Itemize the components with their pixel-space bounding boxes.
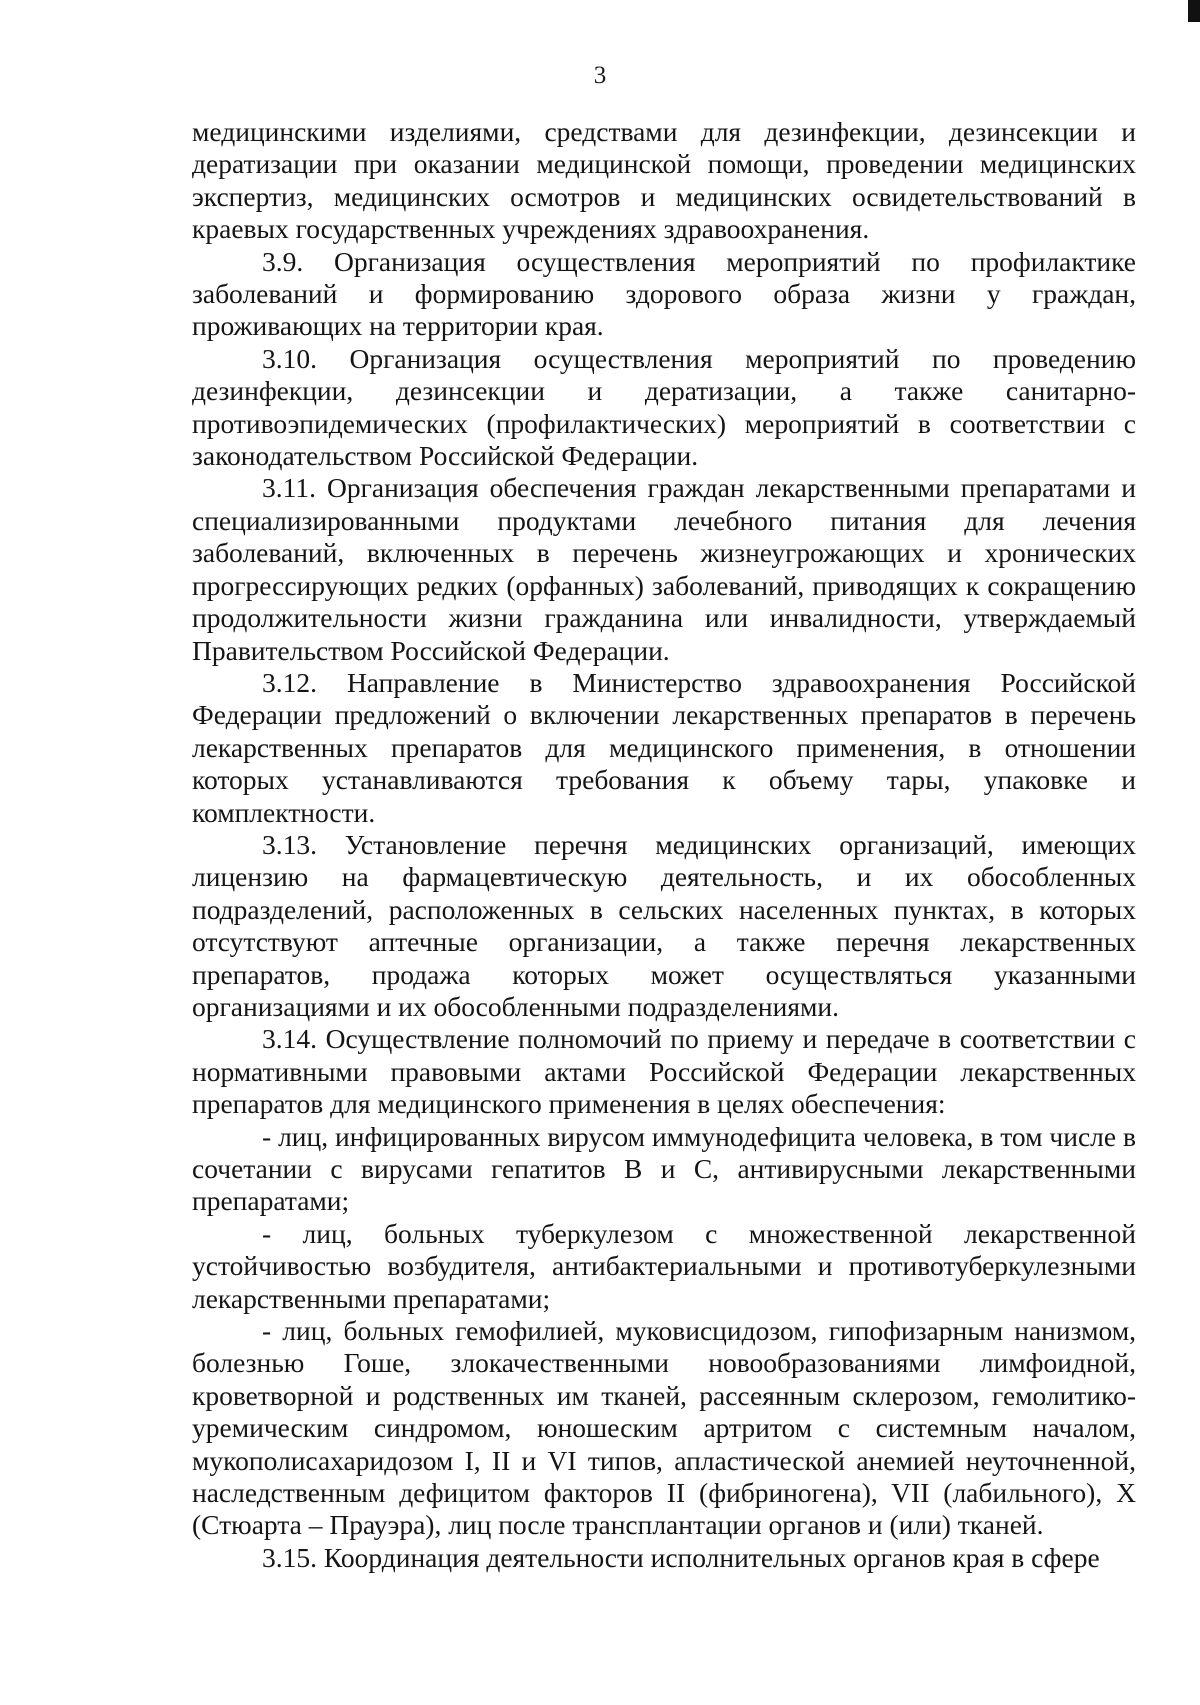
paragraph-3-10: 3.10. Организация осуществления мероприятий по проведению дезинфекции, дезинсекции и дератизации, а также санитарно-противоэпидемических (профилактических) мероприятий в соответствии с законодательством Российской Федерации. (192, 342, 1136, 472)
page-number: 3 (593, 62, 607, 89)
list-item-hiv: - лиц, инфицированных вирусом иммунодефицита человека, в том числе в сочетании с вирусами гепатитов B и C, антивирусными лекарственными препаратами; (192, 1120, 1136, 1217)
paragraph-3-12: 3.12. Направление в Министерство здравоохранения Российской Федерации предложений о включении лекарственных препаратов в перечень лекарственных препаратов для медицинского применения, в отношении которых устанавливаются требования к объему тары, упаковке и комплектности. (192, 666, 1136, 828)
document-body (192, 116, 1136, 1574)
paragraph-3-9: 3.9. Организация осуществления мероприятий по профилактике заболеваний и формированию здорового образа жизни у граждан, проживающих на территории края. (192, 245, 1136, 342)
paragraph-3-14: 3.14. Осуществление полномочий по приему и передаче в соответствии с нормативными правовыми актами Российской Федерации лекарственных препаратов для медицинского применения в целях обеспечения: (192, 1023, 1136, 1120)
paragraph-3-13: 3.13. Установление перечня медицинских организаций, имеющих лицензию на фармацевтическую деятельность, и их обособленных подразделений, расположенных в сельских населенных пунктах, в которых отсутствуют аптечные организации, а также перечня лекарственных препаратов, продажа которых может осуществляться указанными организациями и их обособленными подразделениями. (192, 828, 1136, 1022)
paragraph-3-11: 3.11. Организация обеспечения граждан лекарственными препаратами и специализированными продуктами лечебного питания для лечения заболеваний, включенных в перечень жизнеугрожающих и хронических прогрессирующих редких (орфанных) заболеваний, приводящих к сокращению продолжительности жизни гражданина или инвалидности, утверждаемый Правительством Российской Федерации. (192, 472, 1136, 666)
list-item-rare-diseases: - лиц, больных гемофилией, муковисцидозом, гипофизарным нанизмом, болезнью Гоше, злокачественными новообразованиями лимфоидной, кроветворной и родственных им тканей, рассеянным склерозом, гемолитико-уремическим синдромом, юношеским артритом с системным началом, мукополисахаридозом I, II и VI типов, апластической анемией неуточненной, наследственным дефицитом факторов II (фибриногена), VII (лабильного), X (Стюарта – Прауэра), лиц после трансплантации органов и (или) тканей. (192, 1315, 1136, 1541)
paragraph-continuation: медицинскими изделиями, средствами для дезинфекции, дезинсекции и дератизации при оказании медицинской помощи, проведении медицинских экспертиз, медицинских осмотров и медицинских освидетельствований в краевых государственных учреждениях здравоохранения. (192, 116, 1136, 245)
paragraph-3-15: 3.15. Координация деятельности исполнительных органов края в сфере (262, 1541, 1100, 1573)
list-item-tuberculosis: - лиц, больных туберкулезом с множественной лекарственной устойчивостью возбудителя, антибактериальными и противотуберкулезными лекарственными препаратами; (192, 1217, 1136, 1314)
scan-edge-mark (1188, 0, 1200, 22)
